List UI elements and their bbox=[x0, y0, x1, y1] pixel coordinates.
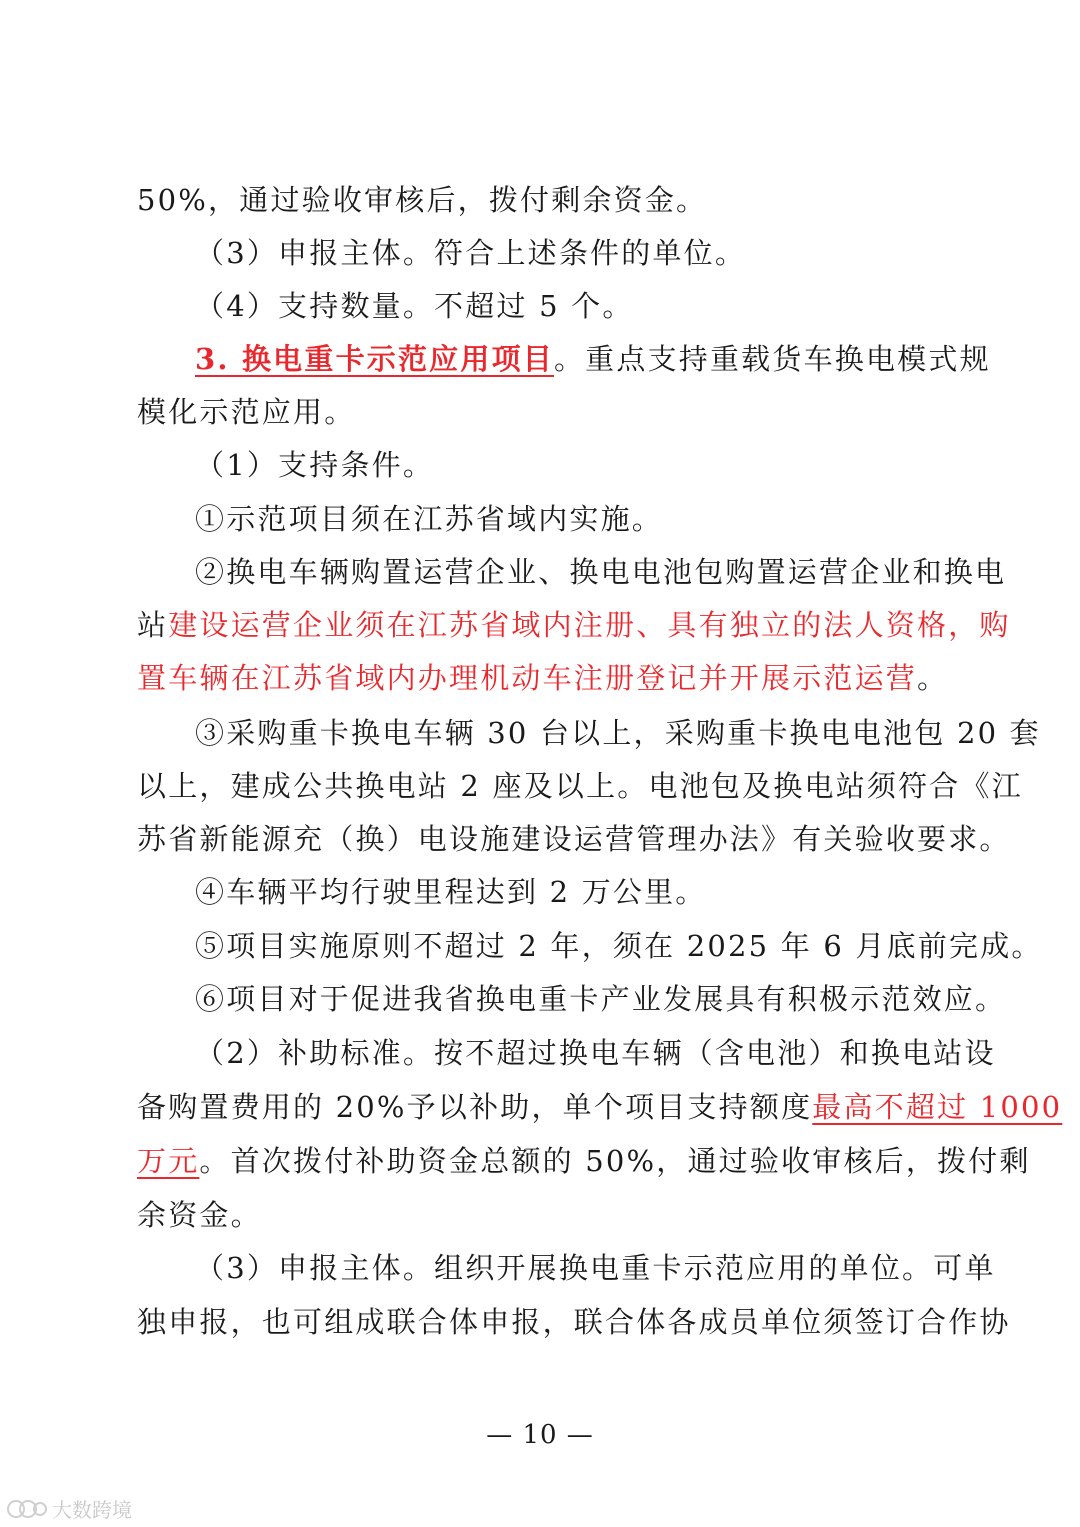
watermark-logo-icon bbox=[6, 1497, 48, 1521]
paragraph-line bbox=[137, 180, 707, 220]
highlighted-text: 建设运营企业须在江苏省域内注册、具有独立的法人资格，购 bbox=[168, 608, 1011, 642]
watermark-text: 大数跨境 bbox=[52, 1498, 132, 1522]
text: 备购置费用的 20%予以补助，单个项目支持额度 bbox=[137, 1090, 813, 1124]
page-number: — 10 — bbox=[486, 1420, 594, 1450]
text: （3）申报主体。组织开展换电重卡示范应用的单位。可单 bbox=[195, 1251, 996, 1285]
text: ②换电车辆购置运营企业、换电电池包购置运营企业和换电 bbox=[195, 555, 1007, 589]
text: （3）申报主体。符合上述条件的单位。 bbox=[195, 236, 747, 270]
text: 。重点支持重载货车换电模式规 bbox=[553, 342, 991, 376]
highlighted-amount: 最高不超过 1000 bbox=[812, 1090, 1063, 1124]
section-heading: 3. 换电重卡示范应用项目 bbox=[195, 342, 554, 376]
text: 以上，建成公共换电站 2 座及以上。电池包及换电站须符合《江 bbox=[137, 769, 1023, 803]
paragraph-line bbox=[195, 979, 1006, 1019]
paragraph-line bbox=[195, 286, 634, 326]
text: ③采购重卡换电车辆 30 台以上，采购重卡换电电池包 20 套 bbox=[195, 716, 1041, 750]
text: 。首次拨付补助资金总额的 50%，通过验收审核后，拨付剩 bbox=[199, 1144, 1031, 1178]
paragraph-line bbox=[137, 1141, 1031, 1181]
text: （4）支持数量。不超过 5 个。 bbox=[195, 289, 634, 323]
paragraph-line bbox=[137, 658, 948, 698]
paragraph-line bbox=[195, 1248, 996, 1288]
paragraph-line bbox=[137, 766, 1023, 806]
text: ⑥项目对于促进我省换电重卡产业发展具有积极示范效应。 bbox=[195, 982, 1007, 1016]
paragraph-line bbox=[195, 872, 707, 912]
watermark bbox=[6, 1494, 132, 1523]
text: 余资金。 bbox=[137, 1198, 262, 1232]
text: 50%，通过验收审核后，拨付剩余资金。 bbox=[137, 183, 708, 217]
paragraph-line bbox=[195, 552, 1006, 592]
text: 。 bbox=[917, 661, 949, 695]
paragraph-line bbox=[195, 445, 434, 485]
paragraph-line bbox=[195, 233, 746, 273]
paragraph-line bbox=[137, 392, 355, 432]
text: 苏省新能源充（换）电设施建设运营管理办法》有关验收要求。 bbox=[137, 822, 1011, 856]
highlighted-amount: 万元 bbox=[137, 1144, 200, 1178]
paragraph-line bbox=[195, 1033, 996, 1073]
paragraph-line bbox=[195, 926, 1043, 966]
text: 模化示范应用。 bbox=[137, 395, 356, 429]
paragraph-line bbox=[137, 1302, 1011, 1342]
paragraph-line bbox=[137, 1195, 262, 1235]
paragraph-line bbox=[195, 713, 1041, 753]
section-heading-line bbox=[195, 339, 991, 379]
paragraph-line bbox=[137, 605, 1011, 645]
text: （2）补助标准。按不超过换电车辆（含电池）和换电站设 bbox=[195, 1036, 996, 1070]
text: 站 bbox=[137, 608, 169, 642]
highlighted-text: 置车辆在江苏省域内办理机动车注册登记并开展示范运营 bbox=[137, 661, 918, 695]
paragraph-line bbox=[195, 499, 663, 539]
text: ⑤项目实施原则不超过 2 年，须在 2025 年 6 月底前完成。 bbox=[195, 929, 1043, 963]
text: （1）支持条件。 bbox=[195, 448, 435, 482]
text: ④车辆平均行驶里程达到 2 万公里。 bbox=[195, 875, 707, 909]
text: ①示范项目须在江苏省域内实施。 bbox=[195, 502, 664, 536]
paragraph-line bbox=[137, 1087, 1062, 1127]
paragraph-line bbox=[137, 819, 1011, 859]
text: 独申报，也可组成联合体申报，联合体各成员单位须签订合作协 bbox=[137, 1305, 1011, 1339]
